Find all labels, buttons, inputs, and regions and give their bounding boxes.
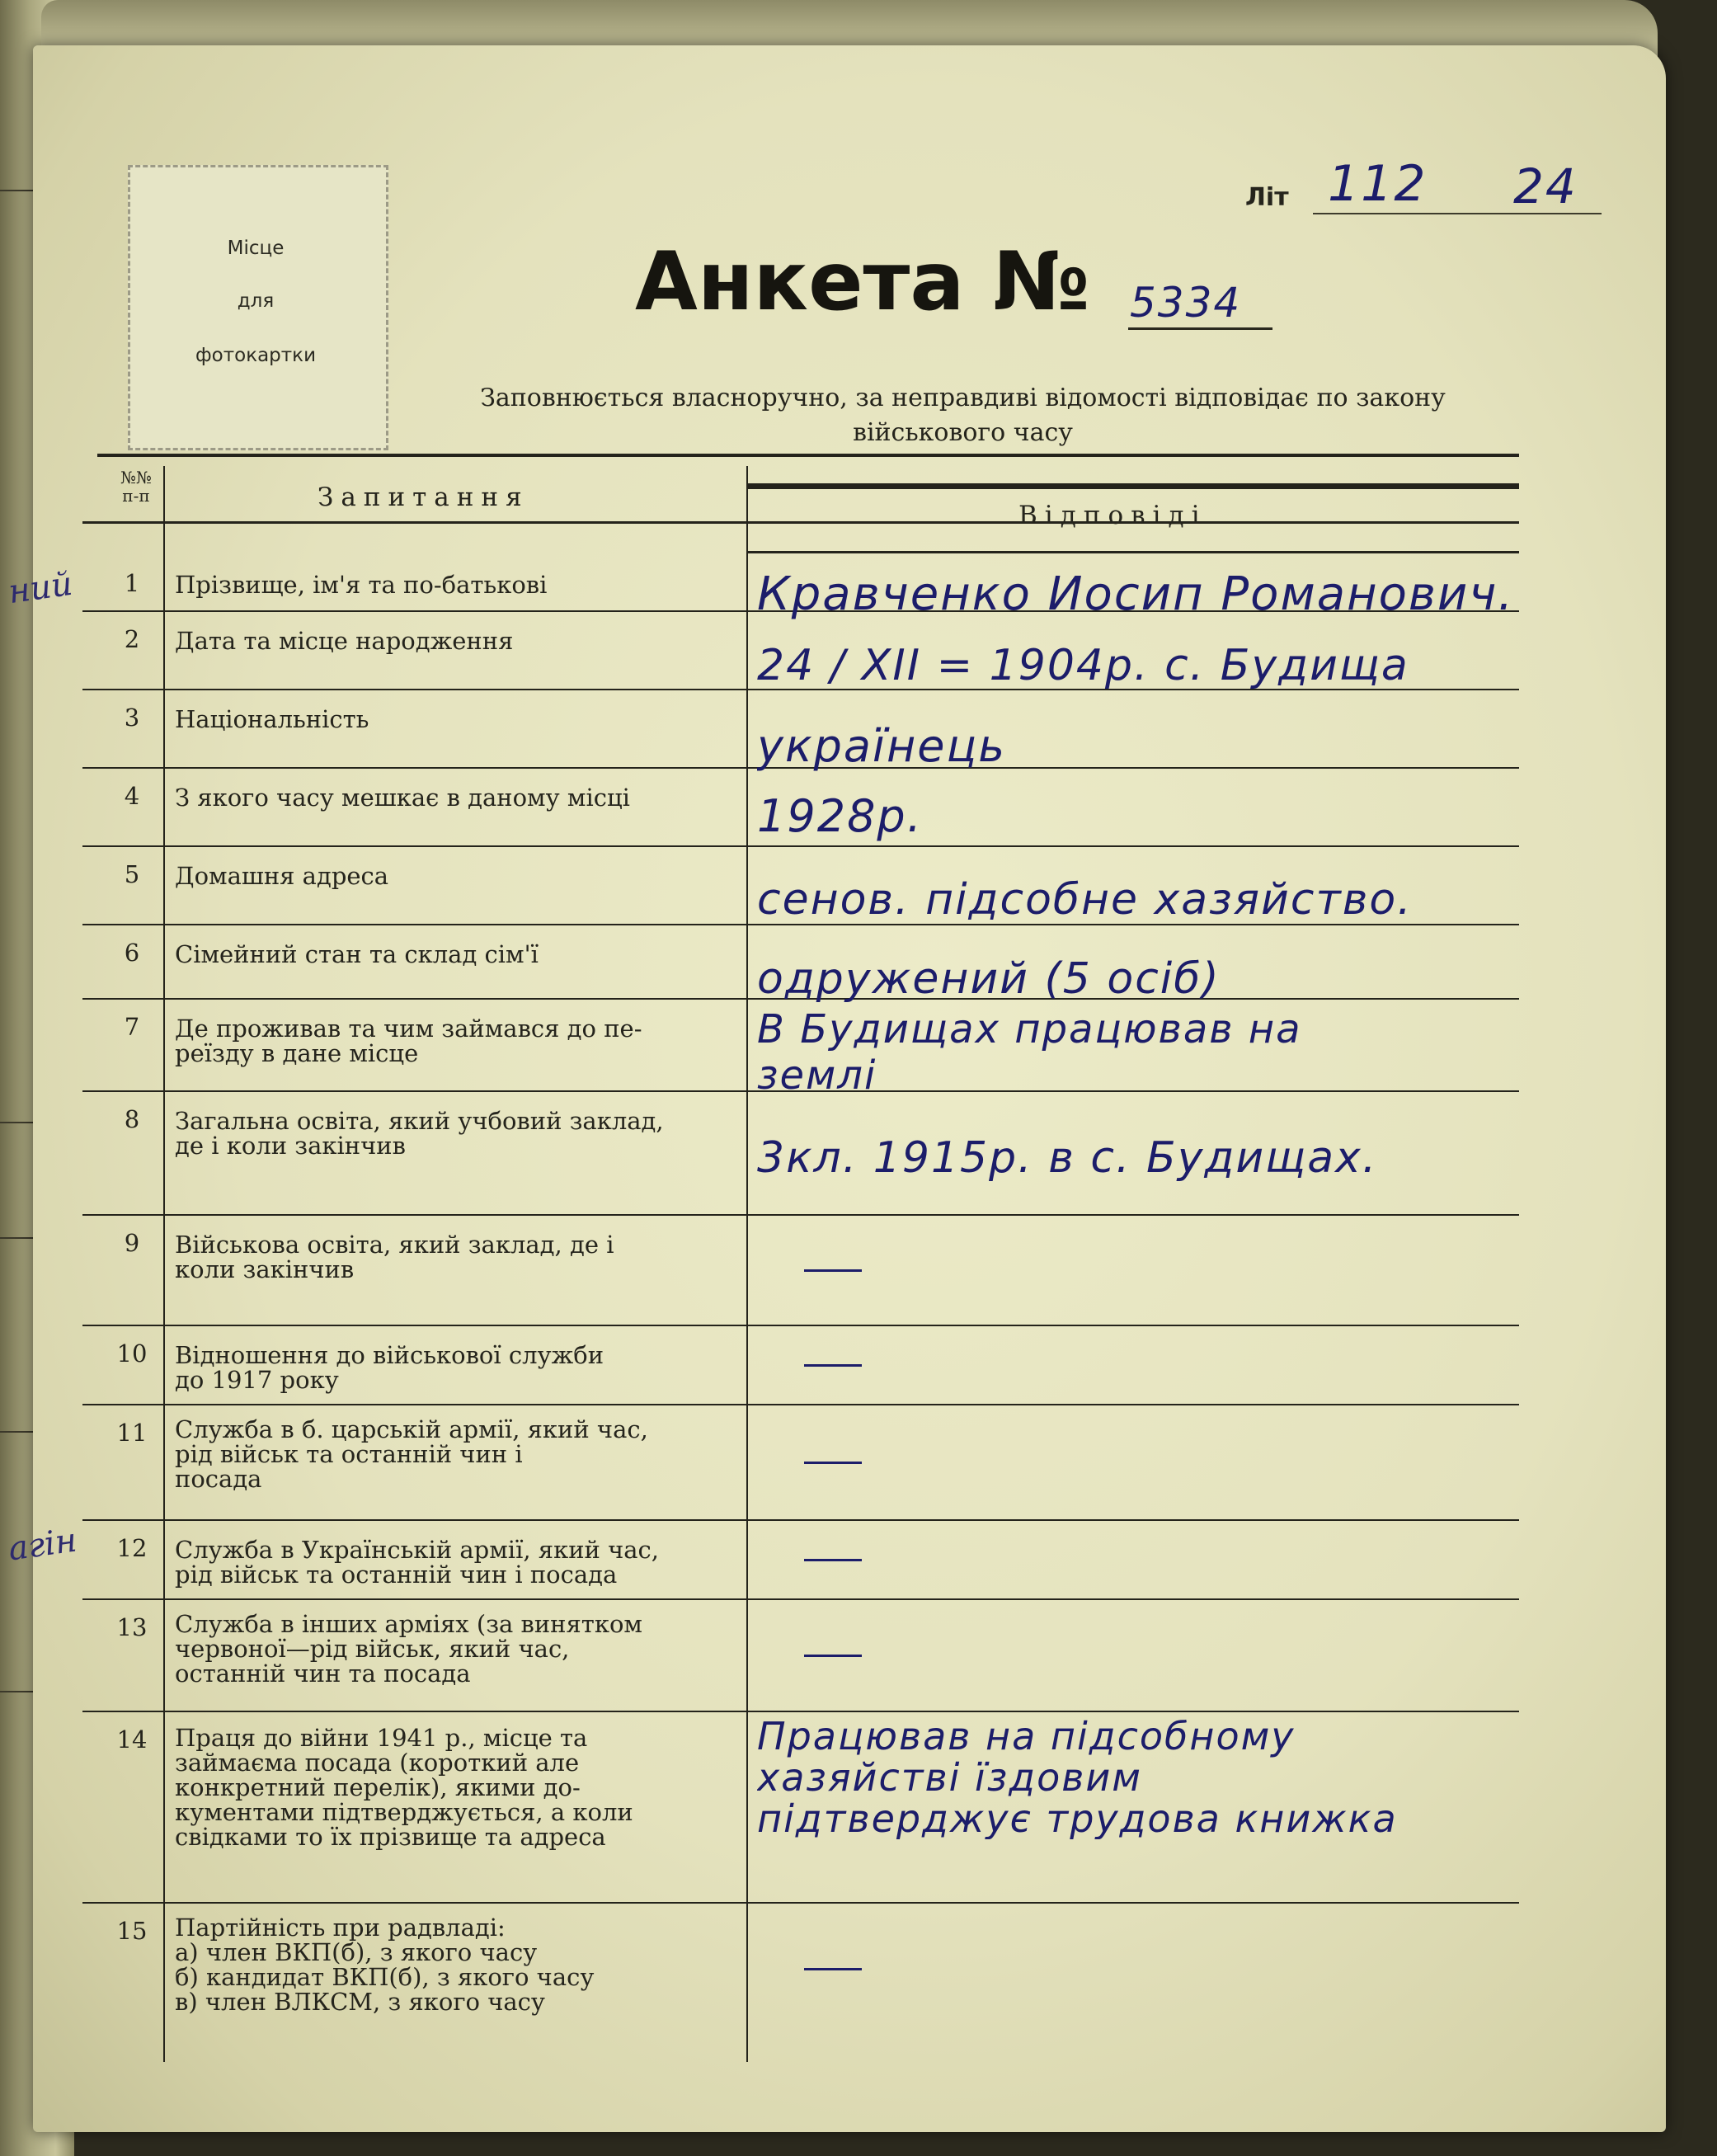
question-number: 13 <box>116 1613 148 1641</box>
question-number: 4 <box>124 782 140 810</box>
answer-handwriting: 24 / XII = 1904р. с. Будища <box>757 642 1409 690</box>
column-header-number: №№ п-п <box>120 468 152 506</box>
row-divider <box>82 1711 1519 1712</box>
question-number: 7 <box>124 1013 140 1041</box>
row-divider <box>82 1902 1519 1904</box>
table-top-rule <box>97 454 1519 457</box>
lit-value-2: 24 <box>1513 158 1578 214</box>
question-text: З якого часу мешкає в даному місці <box>175 784 630 812</box>
column-header-answer: Відповіді <box>1018 501 1207 530</box>
table-top-rule-2 <box>746 483 1519 489</box>
row-divider <box>82 845 1519 847</box>
question-number: 2 <box>124 625 140 653</box>
row-divider <box>82 924 1519 925</box>
question-number: 5 <box>124 860 140 888</box>
question-number: 10 <box>116 1339 148 1368</box>
answer-handwriting: українець <box>757 722 1007 771</box>
lit-value-1: 112 <box>1328 155 1428 213</box>
answer-handwriting: Кравченко Иосип Романович. <box>757 569 1515 620</box>
answer-handwriting <box>804 1331 807 1332</box>
question-text: Дата та місце народження <box>175 627 514 655</box>
question-number: 11 <box>116 1419 148 1447</box>
header-bottom-rule-2 <box>746 551 1519 553</box>
row-divider <box>82 1598 1519 1600</box>
spine-handwriting: агін <box>6 1521 79 1569</box>
question-text: Військова освіта, який заклад, де і коли закінчив <box>175 1231 614 1283</box>
question-number: 1 <box>124 569 140 597</box>
empty-answer-dash <box>804 1559 862 1561</box>
question-text: Партійність при радвладі: а) член ВКП(б), з якого часу б) кандидат ВКП(б), з якого часу в) член ВЛКСМ, з якого часу <box>175 1914 595 2016</box>
subtitle-line: військового часу <box>853 418 1073 447</box>
answer-handwriting <box>804 1935 807 1936</box>
photo-placeholder-text: Місце <box>227 238 285 259</box>
form-number-underline <box>1128 327 1272 330</box>
photo-placeholder-text: фотокартки <box>195 345 317 366</box>
column-header-question: Запитання <box>318 483 529 512</box>
question-text: Де проживав та чим займався до пе- реїзду в дане місце <box>175 1014 642 1067</box>
spine-handwriting: ний <box>6 564 75 612</box>
question-text: Праця до війни 1941 р., місце та займаєма посада (короткий але конкретний перелік), якими до- кументами підтверджується, а коли свідками то їх прізвище та адреса <box>175 1724 633 1851</box>
empty-answer-dash <box>804 1364 862 1367</box>
page-title: Анкета № <box>635 235 1090 329</box>
question-text: Загальна освіта, який учбовий заклад, де і коли закінчив <box>175 1107 664 1160</box>
answer-handwriting: сенов. підсобне хазяйство. <box>757 876 1413 924</box>
answer-handwriting: В Будищах працював на землі <box>757 1006 1302 1099</box>
row-divider <box>82 1519 1519 1521</box>
column-divider-number <box>163 466 165 2062</box>
question-number: 3 <box>124 704 140 732</box>
answer-handwriting: одружений (5 осіб) <box>757 955 1221 1003</box>
question-number: 12 <box>116 1534 148 1562</box>
row-divider <box>82 1214 1519 1216</box>
question-text: Прізвище, ім'я та по-батькові <box>175 571 548 599</box>
empty-answer-dash <box>804 1462 862 1464</box>
question-number: 15 <box>116 1917 148 1945</box>
question-text: Служба в інших арміях (за винятком червоної—рід військ, який час, останній чин та посада <box>175 1610 642 1688</box>
question-number: 8 <box>124 1105 140 1133</box>
subtitle-line: Заповнюється власноручно, за неправдиві відомості відповідає по закону <box>480 384 1446 412</box>
question-text: Служба в б. царській армії, який час, рід військ та останній чин і посада <box>175 1415 648 1493</box>
empty-answer-dash <box>804 1655 862 1657</box>
question-number: 6 <box>124 939 140 967</box>
answer-handwriting <box>804 1236 807 1237</box>
header-bottom-rule <box>82 521 1519 524</box>
answer-handwriting: 3кл. 1915р. в с. Будищах. <box>757 1134 1378 1182</box>
lit-label: Літ <box>1245 183 1289 212</box>
question-text: Сімейний стан та склад сім'ї <box>175 940 539 968</box>
photo-placeholder-text: для <box>237 290 275 312</box>
question-text: Домашня адреса <box>175 862 389 890</box>
empty-answer-dash <box>804 1968 862 1970</box>
subtitle <box>416 381 1509 450</box>
question-number: 14 <box>116 1725 148 1754</box>
question-text: Служба в Українській армії, який час, рід військ та останній чин і посада <box>175 1536 659 1589</box>
question-text: Національність <box>175 705 369 733</box>
answer-handwriting <box>804 1526 807 1527</box>
row-divider <box>82 1404 1519 1405</box>
row-divider <box>82 1325 1519 1326</box>
form-number: 5334 <box>1130 279 1242 327</box>
question-text: Відношення до військової служби до 1917 року <box>175 1341 604 1394</box>
question-number: 9 <box>124 1229 140 1257</box>
answer-handwriting: Працював на підсобному хазяйстві їздовим підтверджує трудова книжка <box>757 1716 1398 1839</box>
empty-answer-dash <box>804 1269 862 1272</box>
column-divider-answer <box>746 466 748 2062</box>
answer-handwriting: 1928р. <box>757 792 923 841</box>
